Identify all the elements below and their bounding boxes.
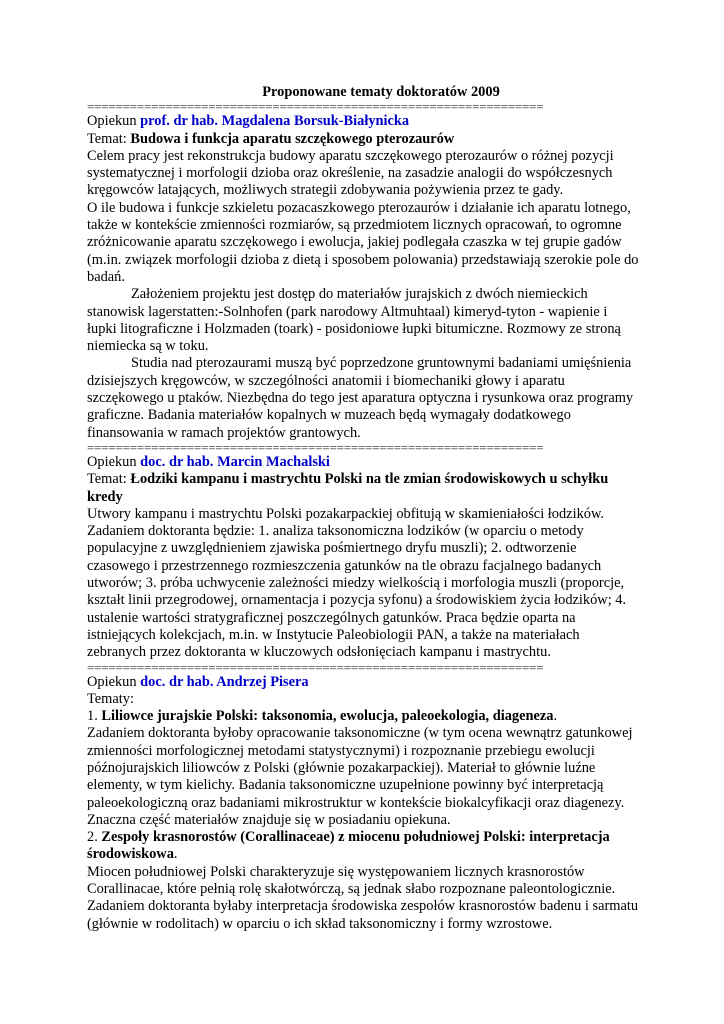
- topic-label: Temat:: [87, 130, 131, 147]
- paragraph: Celem pracy jest rekonstrukcja budowy aparatu szczękowego pterozaurów o różnej pozycji systematycznej i morfologii dzioba oraz określenie, na zasadzie analogii do współczesnych kręgowców latających, możliwych strategii zdobywania pożywienia przez te gady.: [87, 147, 614, 199]
- topic-title: Łodziki kampanu i mastrychtu Polski na tle zmian środowiskowych u schyłku kredy: [87, 471, 609, 505]
- topic-number: 1.: [87, 708, 102, 725]
- supervisor-name: doc. dr hab. Andrzej Pisera: [140, 673, 309, 690]
- paragraph: Założeniem projektu jest dostęp do materiałów jurajskich z dwóch niemieckich stanowisk lagerstatten:-Solnhofen (park narodowy Altmuhtaal) kimeryd-tyton - wapienie i łupki litograficzne i Holzmaden (toark) - posidoniowe łupki bitumiczne. Rozmowy ze stroną niemiecka są w toku.: [87, 286, 621, 355]
- divider: ================================================================: [87, 441, 544, 454]
- topic-label: Temat:: [87, 471, 131, 488]
- paragraph: Studia nad pterozaurami muszą być poprzedzone gruntownymi badaniami umięśnienia dzisiejszych kręgowców, w szczególności anatomii i biomechaniki głowy i aparatu szczękowego u ptaków. Niezbędna do tego jest aparatura optyczna i rysunkowa oraz programy graficzne. Badania materiałów kopalnych w muzeach będą wymagały dodatkowego finansowania w ramach projektów grantowych.: [87, 355, 634, 441]
- section-borsuk: [87, 113, 639, 442]
- divider: ================================================================: [87, 661, 544, 674]
- supervisor-label: Opiekun: [87, 453, 141, 470]
- section-pisera: [87, 674, 639, 933]
- divider: ================================================================: [87, 101, 544, 114]
- topic-title: Budowa i funkcja aparatu szczękowego pterozaurów: [130, 130, 455, 147]
- topic-heading: [87, 708, 639, 725]
- supervisor-line: [87, 674, 639, 691]
- paragraph: O ile budowa i funkcje szkieletu pozacaszkowego pterozaurów i działanie ich aparatu lotnego, także w kontekście zmienności rozmiarów, są przedmiotem licznych opracowań, to ogromne zróżnicowanie aparatu szczękowego i ewolucja, jakiej podlegała czaszka w tej grupie gadów (m.in. związek morfologii dzioba z dietą i sposobem polowania) przedstawiają szerokie pole do badań.: [87, 199, 639, 285]
- topic-period: .: [553, 708, 558, 725]
- paragraph: Zadaniem doktoranta byłoby opracowanie taksonomiczne (w tym ocena wewnątrz gatunkowej zmienności morfologicznej metodami statystycznymi) i rozpoznanie przebiegu ewolucji późnojurajskich liliowców z Polski (głównie pozakarpackiej). Materiał to głównie luźne elementy, w tym kielichy. Badania taksonomiczne uzupełnione powinny być interpretacją paleoekologiczną oraz badaniami mikrostruktur w kontekście biokalcyfikacji oraz diagenezy. Znaczna część materiałów znajduje się w posiadaniu opiekuna.: [87, 725, 633, 828]
- section-machalski: [87, 454, 639, 662]
- supervisor-name: prof. dr hab. Magdalena Borsuk-Białynicka: [140, 113, 410, 130]
- topic-title: Liliowce jurajskie Polski: taksonomia, ewolucja, paleoekologia, diageneza: [101, 708, 554, 725]
- page-title: Proponowane tematy doktoratów 2009: [262, 84, 500, 100]
- supervisor-label: Opiekun: [87, 673, 141, 690]
- supervisor-line: [87, 454, 639, 471]
- topic-heading: [87, 829, 639, 864]
- paragraph: Utwory kampanu i mastrychtu Polski pozakarpackiej obfitują w skamieniałości łodzików. Zadaniem doktoranta będzie: 1. analiza taksonomiczna lodzików (w oparciu o metody populacyjne z uwzględnieniem zjawiska pośmiertnego dryfu muszli); 2. odtworzenie czasowego i przestrzennego rozmieszczenia gatunków na tle obrazu facjalnego badanych utworów; 3. próba uchwycenie zależności miedzy wielkością i morfologia muszli (proporcje, kształt linii przegrodowej, ornamentacja i pozycja syfonu) a środowiskiem życia łodzików; 4. ustalenie wartości stratygraficznej poszczególnych gatunków. Praca będzie oparta na istniejących kolekcjach, m.in. w Instytucie Paleobiologii PAN, a także na materiałach zebranych przez doktoranta w kluczowych odsłonięciach kampanu i mastrychtu.: [87, 505, 627, 661]
- paragraph: Miocen południowej Polski charakteryzuje się występowaniem licznych krasnorostów Corallinacae, które pełnią rolę skałotwórczą, są jednak słabo rozpoznane paleontologicznie. Zadaniem doktoranta byłaby interpretacja środowiska zespołów krasnorostów badenu i sarmatu (głównie w rodolitach) w oparciu o ich skład taksonomiczny i formy wzrostowe.: [87, 863, 639, 932]
- topic-period: .: [173, 846, 178, 863]
- supervisor-name: doc. dr hab. Marcin Machalski: [140, 453, 330, 470]
- topics-label: Tematy:: [87, 690, 134, 707]
- topic-line: [87, 131, 639, 148]
- supervisor-line: [87, 113, 639, 130]
- topic-number: 2.: [87, 829, 102, 846]
- supervisor-label: Opiekun: [87, 113, 141, 130]
- document-page: [87, 84, 639, 933]
- topic-line: [87, 471, 639, 506]
- topic-title: Zespoły krasnorostów (Corallinaceae) z miocenu południowej Polski: interpretacja środowiskowa: [87, 829, 610, 863]
